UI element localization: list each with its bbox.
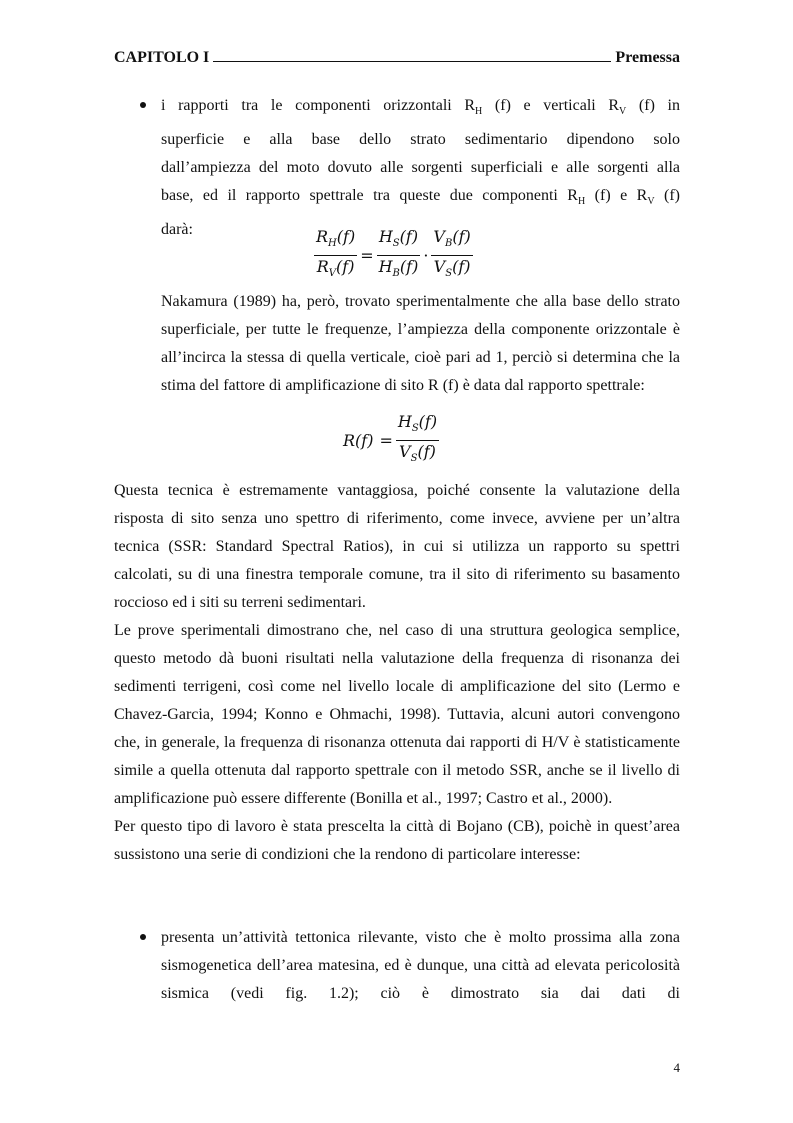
bullet-marker: [140, 102, 146, 108]
bullet1-line3: dall’ampiezza del moto dovuto alle sorgenti superficiali e alle sorgenti alla: [161, 159, 680, 177]
bullet-item-tectonic: presenta un’attività tettonica rilevante, visto che è molto prossima alla zona sismogenetica dell’area matesina, ed è dunque, una città ad elevata pericolosità sismica (vedi fig. 1.2); ciò è dimostrato sia dai dati di: [161, 929, 680, 1002]
formula1-vb-vs: $\frac{V_B(f)}{V_S(f)}$: [433, 227, 471, 280]
paragraph-bojano: Per questo tipo di lavoro è stata prescelta la città di Bojano (CB), poichè in quest’area sussistono una serie di condizioni che la rendono di particolare interesse:: [114, 818, 680, 863]
bullet1-line1: i rapporti tra le componenti orizzontali $R_H$ (f) e verticali $R_V$ (f) in: [161, 97, 680, 118]
paragraph-experimental: Le prove sperimentali dimostrano che, nel caso di una struttura geologica semplice, questo metodo dà buoni risultati nella valutazione della frequenza di risonanza dei sedimenti terrigeni, così come nel livello locale di amplificazione del sito (Lermo e Chavez-Garcia, 1994; Konno e Ohmachi, 1998). Tuttavia, alcuni autori convengono che, in generale, la frequenza di risonanza ottenuta dai rapporti di H/V è statisticamente simile a quella ottenuta dal rapporto spettrale con il metodo SSR, anche se il livello di amplificazione può essere differente (Bonilla et al., 1997; Castro et al., 2000).: [114, 622, 680, 807]
formula-site-amplification: R(f) = $\frac{H_S(f)}{V_S(f)}$: [343, 412, 438, 465]
bullet-item-ratios: [161, 92, 680, 244]
bullet-marker: [140, 934, 146, 940]
section-label: Premessa: [615, 49, 680, 66]
header-rule: [213, 60, 611, 62]
bullet1-line2: superficie e alla base dello strato sedimentario dipendono solo: [161, 131, 680, 149]
page-number: 4: [673, 1060, 680, 1075]
body-paragraphs: [114, 477, 680, 869]
formula1-hs-hb: $\frac{H_S(f)}{H_B(f)}$: [378, 227, 419, 280]
chapter-label: CAPITOLO I: [114, 49, 210, 66]
page-header: [114, 49, 680, 67]
paragraph-technique: Questa tecnica è estremamente vantaggiosa, poiché consente la valutazione della risposta di sito senza uno spettro di riferimento, come invece, avviene per un’altra tecnica (SSR: Standard Spectral Ratios), in cui si utilizza un rapporto su spettri calcolati, su di una finestra temporale comune, tra il sito di riferimento su basamento roccioso ed i siti su terreni sedimentari.: [114, 482, 680, 611]
formula1-lhs: $\frac{R_H(f)}{R_V(f)}$: [316, 227, 356, 280]
bullet1-line5: darà:: [161, 221, 193, 239]
bullet1-line4: base, ed il rapporto spettrale tra queste due componenti $R_H$ (f) e $R_V$ (f): [161, 187, 680, 208]
formula-hv-ratio: $\frac{R_H(f)}{R_V(f)}$ = $\frac{H_S(f)}{H_B(f)}$ · $\frac{V_B(f)}{V_S(f)}$: [314, 226, 473, 285]
nakamura-paragraph: Nakamura (1989) ha, però, trovato sperimentalmente che alla base dello strato superficiale, per tutte le frequenze, l’ampiezza della componente orizzontale è all’incirca la stessa di quella verticale, cioè pari ad 1, perciò si determina che la stima del fattore di amplificazione di sito R (f) è data dal rapporto spettrale:: [161, 293, 680, 394]
